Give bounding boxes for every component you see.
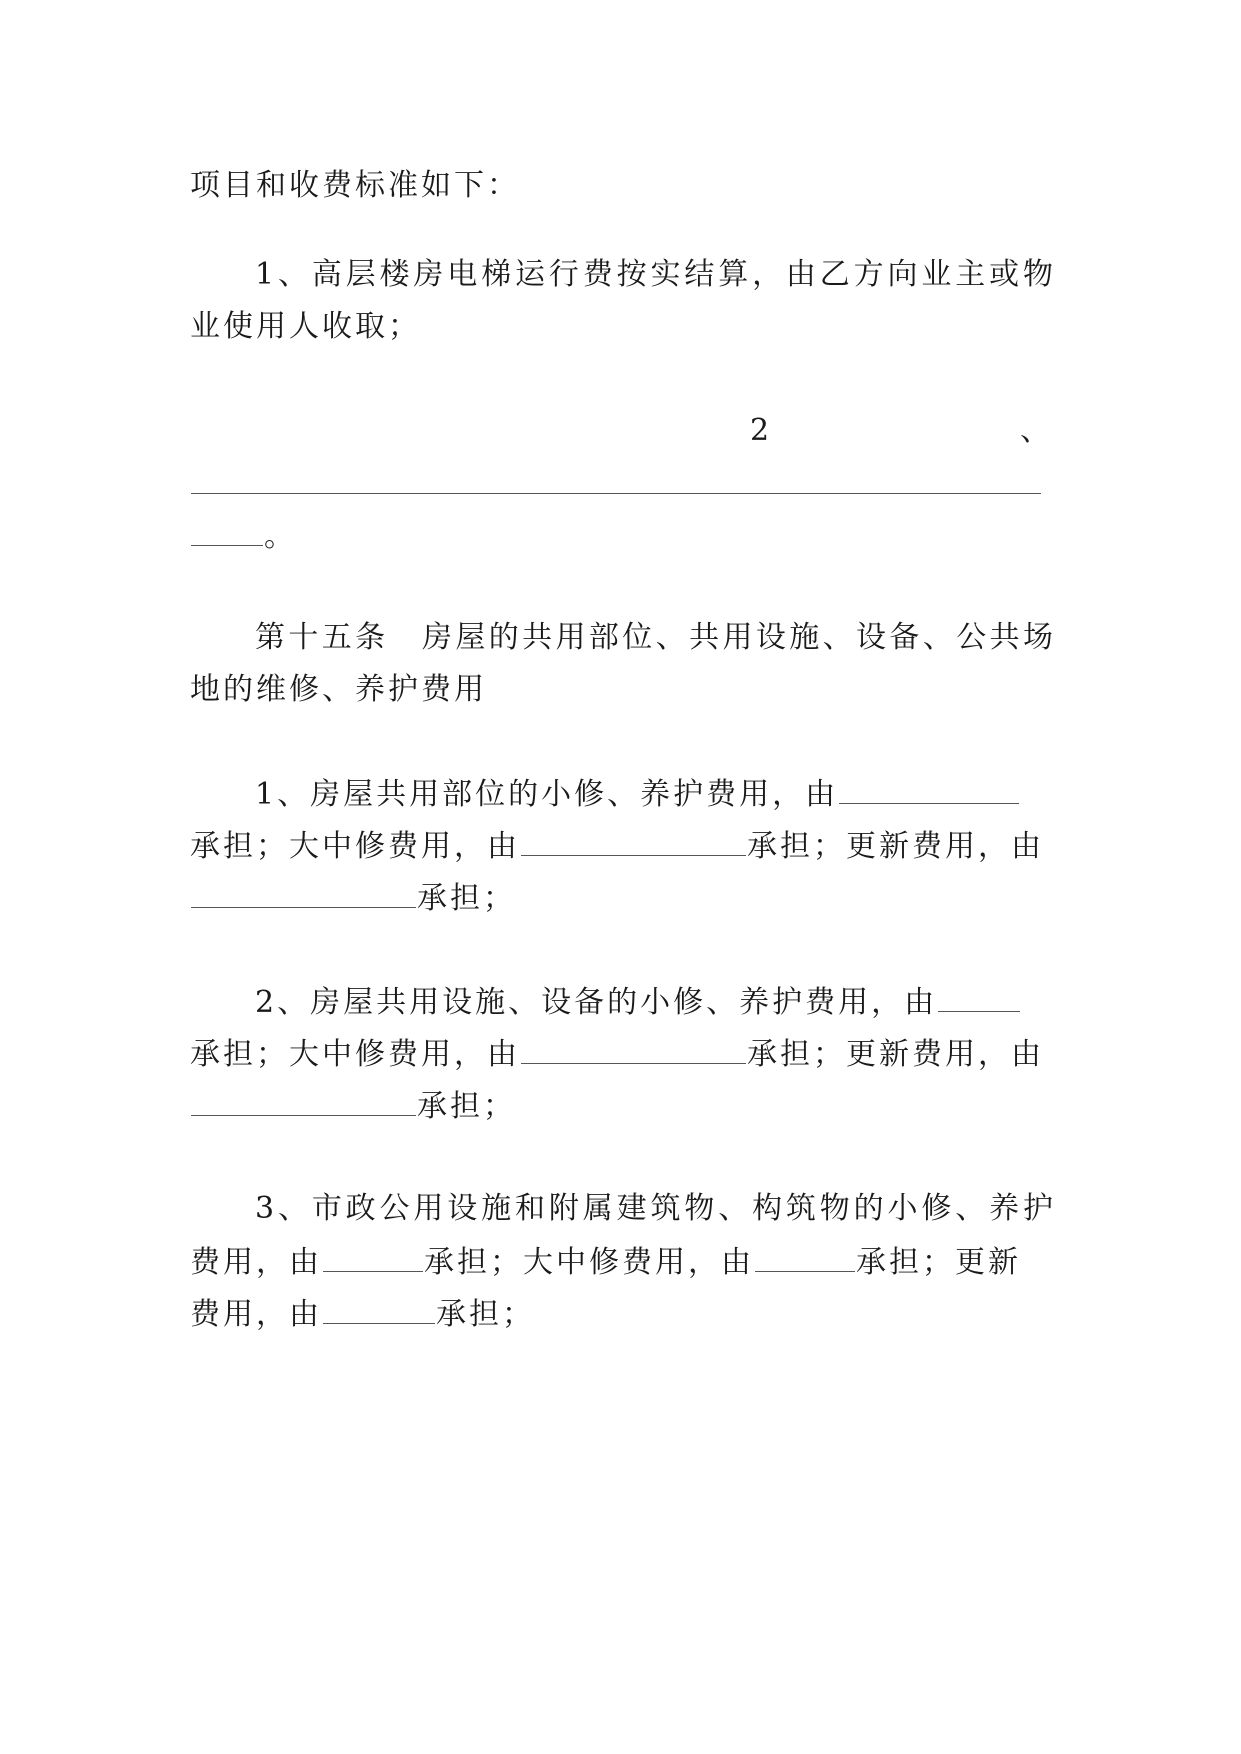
art15-item-2-line-3	[190, 1085, 1056, 1127]
art15-item-3-line-1: 3、市政公用设施和附属建筑物、构筑物的小修、养护	[255, 1191, 1056, 1226]
art15-item-2-text: 2、房屋共用设施、设备的小修、养护费用，由	[255, 985, 938, 1020]
art15-item-1-line-2	[190, 825, 1056, 867]
clause-2-line-3	[190, 515, 1056, 557]
art15-item-2-line-1	[255, 981, 1056, 1023]
art15-item-3-text: 承担；	[436, 1297, 535, 1332]
art15-item-3-text: 承担；更新	[856, 1245, 1021, 1280]
blank-line	[938, 981, 1020, 1012]
art15-item-1-line-3	[190, 877, 1056, 919]
blank-line	[191, 1085, 416, 1116]
clause-2-end: 。	[264, 519, 297, 554]
art15-item-2-text: 承担；	[417, 1089, 516, 1124]
art15-item-1-text: 承担；	[417, 881, 516, 916]
blank-line	[323, 1293, 435, 1324]
art15-item-2-line-2	[190, 1033, 1056, 1075]
clause-2-separator: 、	[1020, 413, 1053, 448]
art15-item-3-line-3	[190, 1293, 1056, 1335]
art15-item-1-text: 承担；更新费用，由	[747, 829, 1044, 864]
article-15-line-2: 地的维修、养护费用	[190, 672, 487, 707]
paragraph-intro-line: 项目和收费标准如下：	[190, 168, 520, 203]
art15-item-1-line-1	[255, 773, 1056, 815]
blank-line	[191, 877, 416, 908]
art15-item-3-text: 承担；大中修费用，由	[424, 1245, 754, 1280]
art15-item-1-text: 1、房屋共用部位的小修、养护费用，由	[255, 777, 839, 812]
blank-line	[191, 463, 1041, 494]
art15-item-1-text: 承担；大中修费用，由	[190, 829, 520, 864]
art15-item-3-text: 费用，由	[190, 1245, 322, 1280]
art15-item-2-text: 承担；大中修费用，由	[190, 1037, 520, 1072]
article-15-line-1: 第十五条 房屋的共用部位、共用设施、设备、公共场	[255, 620, 1056, 655]
art15-item-2-text: 承担；更新费用，由	[747, 1037, 1044, 1072]
art15-item-3-text: 费用，由	[190, 1297, 322, 1332]
clause-2-line-2	[190, 463, 1056, 505]
blank-line	[521, 825, 746, 856]
blank-line	[839, 773, 1019, 804]
blank-line	[323, 1241, 423, 1272]
blank-line	[755, 1241, 855, 1272]
clause-2-number: 2	[750, 413, 773, 448]
art15-item-3-line-2	[190, 1241, 1056, 1283]
clause-1-line-2: 业使用人收取；	[190, 309, 421, 344]
blank-line	[521, 1033, 746, 1064]
clause-1-line-1: 1、高层楼房电梯运行费按实结算，由乙方向业主或物	[255, 257, 1056, 292]
blank-line	[191, 515, 263, 546]
